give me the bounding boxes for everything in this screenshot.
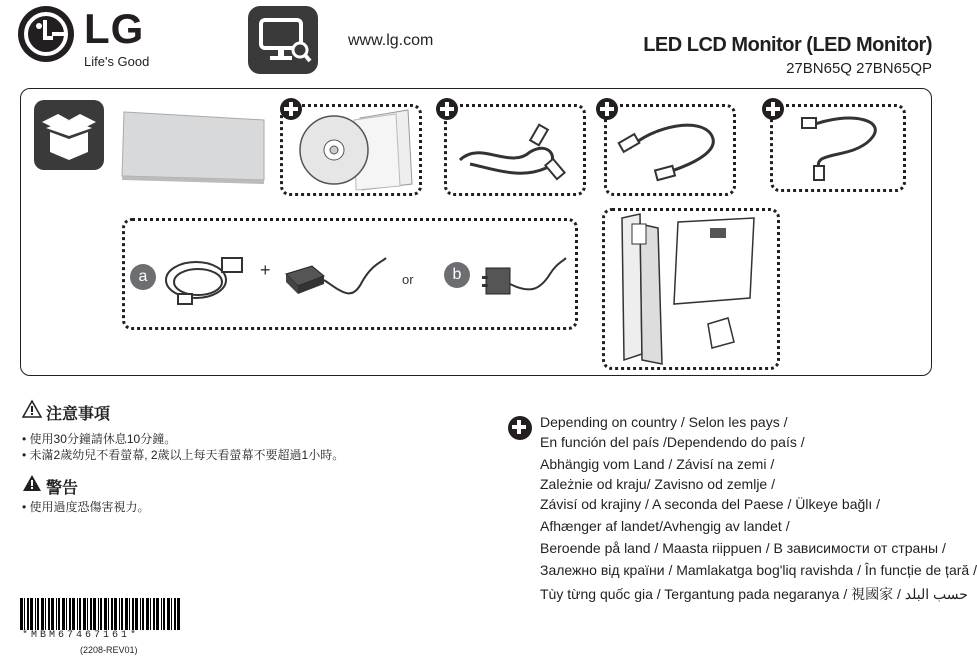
- barcode-bar: [35, 598, 36, 630]
- stand-icon: [612, 214, 772, 366]
- country-note-line: Abhängig vom Land / Závisí na zemi /: [540, 456, 775, 472]
- warning-heading: 警告: [46, 480, 79, 497]
- barcode-bar: [171, 598, 172, 630]
- barcode-bar: [146, 598, 149, 630]
- barcode-image: [20, 598, 182, 630]
- country-note-line: Tùy từng quốc gia / Tergantung pada negaranya / 視國家 / حسب البلد: [540, 586, 968, 602]
- barcode-bar: [163, 598, 165, 630]
- barcode-bar: [142, 598, 144, 630]
- caution-line-1: • 使用30分鐘請休息10分鐘。: [22, 432, 177, 446]
- lg-logo-icon: [18, 6, 74, 62]
- barcode-bar: [111, 598, 113, 630]
- warning-outline-icon: [22, 400, 42, 418]
- barcode-bar: [51, 598, 54, 630]
- barcode-bar: [135, 598, 138, 630]
- brand-name: LG: [84, 5, 145, 52]
- barcode-bar: [27, 598, 29, 630]
- barcode-number: *MBM67467161*: [22, 630, 140, 641]
- barcode-bar: [90, 598, 92, 630]
- barcode-bar: [150, 598, 151, 630]
- barcode-bar: [104, 598, 107, 630]
- barcode-bar: [79, 598, 81, 630]
- monitor-search-icon: [248, 6, 318, 74]
- website-link[interactable]: www.lg.com: [348, 32, 434, 49]
- wall-adapter-icon: [480, 254, 570, 304]
- country-note-line: Zależnie od kraju/ Zavisno od zemlje /: [540, 476, 775, 492]
- or-text: or: [402, 272, 414, 287]
- barcode-bar: [108, 598, 109, 630]
- barcode-bar: [66, 598, 67, 630]
- barcode-bar: [45, 598, 46, 630]
- country-note-line: Afhænger af landet/Avhengig av landet /: [540, 518, 790, 534]
- model-numbers: 27BN65Q 27BN65QP: [786, 60, 932, 77]
- plus-optional-icon: [508, 416, 532, 440]
- plus-optional-icon: [762, 98, 784, 120]
- caution-heading: 注意事項: [46, 406, 111, 423]
- barcode-bar: [140, 598, 141, 630]
- warning-line-1: • 使用過度恐傷害視力。: [22, 500, 150, 514]
- barcode-bar: [37, 598, 39, 630]
- power-adapter-icon: [282, 252, 392, 308]
- barcode-bar: [121, 598, 123, 630]
- barcode-bar: [132, 598, 134, 630]
- barcode-bar: [93, 598, 96, 630]
- barcode-bar: [30, 598, 33, 630]
- warning-filled-icon: [22, 474, 42, 492]
- barcode-bar: [41, 598, 44, 630]
- barcode-bar: [174, 598, 176, 630]
- caution-line-2: • 未滿2歲幼兒不看螢幕, 2歲以上每天看螢幕不要超過1小時。: [22, 448, 345, 462]
- country-note-line: Depending on country / Selon les pays /: [540, 414, 788, 430]
- barcode-bar: [177, 598, 180, 630]
- barcode-bar: [20, 598, 23, 630]
- barcode-bar: [24, 598, 25, 630]
- barcode-bar: [58, 598, 60, 630]
- package-box-icon: [34, 100, 104, 170]
- barcode-bar: [83, 598, 86, 630]
- option-a-badge: a: [130, 264, 156, 290]
- usb-cable-icon: [790, 110, 890, 184]
- monitor-panel-icon: [118, 108, 268, 190]
- barcode-bar: [129, 598, 130, 630]
- barcode-bar: [98, 598, 99, 630]
- barcode-bar: [153, 598, 155, 630]
- barcode-bar: [77, 598, 78, 630]
- barcode-bar: [69, 598, 71, 630]
- brand-tagline: Life's Good: [84, 54, 150, 69]
- plus-optional-icon: [436, 98, 458, 120]
- barcode-bar: [72, 598, 75, 630]
- barcode-bar: [48, 598, 50, 630]
- revision-code: (2208-REV01): [80, 645, 138, 655]
- barcode-bar: [161, 598, 162, 630]
- barcode-bar: [100, 598, 102, 630]
- displayport-cable-icon: [612, 116, 732, 186]
- country-note-line: En función del país /Dependendo do país /: [540, 434, 805, 450]
- country-note-line: Залежно від країни / Mamlakatga bog'liq ravishda / În funcție de țară /: [540, 562, 977, 578]
- barcode-bar: [119, 598, 120, 630]
- power-cord-icon: [158, 250, 254, 310]
- barcode-bar: [125, 598, 128, 630]
- page-title: LED LCD Monitor (LED Monitor): [643, 34, 932, 56]
- option-b-badge: b: [444, 262, 470, 288]
- plus-sign: +: [260, 260, 271, 280]
- country-note-line: Beroende på land / Maasta riippuen / В зависимости от страны /: [540, 540, 946, 556]
- country-note-line: Závisí od krajiny / A seconda del Paese / Ülkeye bağlı /: [540, 496, 881, 512]
- barcode-bar: [62, 598, 65, 630]
- barcode-bar: [167, 598, 170, 630]
- barcode-bar: [114, 598, 117, 630]
- barcode-bar: [156, 598, 159, 630]
- hdmi-cable-icon: [450, 120, 580, 186]
- barcode-bar: [56, 598, 57, 630]
- cd-icon: [296, 110, 416, 190]
- barcode-bar: [87, 598, 88, 630]
